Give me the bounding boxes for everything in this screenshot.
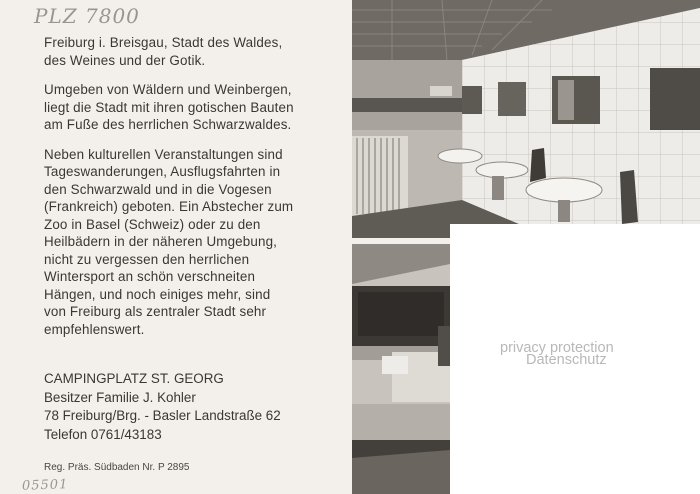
address-line: 78 Freiburg/Brg. - Basler Landstraße 62	[44, 408, 281, 423]
washroom-photo	[352, 0, 700, 238]
paragraph-activities: Neben kulturellen Veranstaltungen sind Tageswanderungen, Ausflugsfahrten in den Schwarzwald und in die Vogesen (Frankreich) geboten. Ein Abstecher zum Zoo in Basel (Schweiz) oder zu den Heilbädern in der näheren Umgebung, nicht zu vergessen den herrlichen Wintersport an schön verschneiten Hängen, und noch einiges mehr, sind von Freiburg als zentraler Stadt sehr empfehlenswert.	[44, 146, 294, 337]
registration-number: Reg. Präs. Südbaden Nr. P 2895	[44, 462, 190, 473]
campsite-name: CAMPINGPLATZ ST. GEORG	[44, 371, 224, 386]
watermark-datenschutz: Datenschutz	[526, 352, 607, 368]
watermark-privacy: privacy protection	[500, 340, 614, 356]
room-illustration	[352, 244, 450, 494]
handwritten-number: 05501	[21, 477, 69, 494]
phone-line: Telefon 0761/43183	[44, 426, 162, 442]
handwritten-postcode: PLZ 7800	[34, 4, 140, 28]
description-text	[44, 34, 344, 350]
paragraph-surroundings: Umgeben von Wäldern und Weinbergen, liegt die Stadt mit ihren gotischen Bauten am Fuße des herrlichen Schwarzwaldes.	[44, 82, 294, 132]
paragraph-intro: Freiburg i. Breisgau, Stadt des Waldes, des Weines und der Gotik.	[44, 35, 283, 68]
washroom-illustration	[352, 0, 700, 238]
contact-block	[44, 370, 344, 444]
room-photo	[352, 244, 450, 494]
owner-line: Besitzer Familie J. Kohler	[44, 389, 196, 405]
